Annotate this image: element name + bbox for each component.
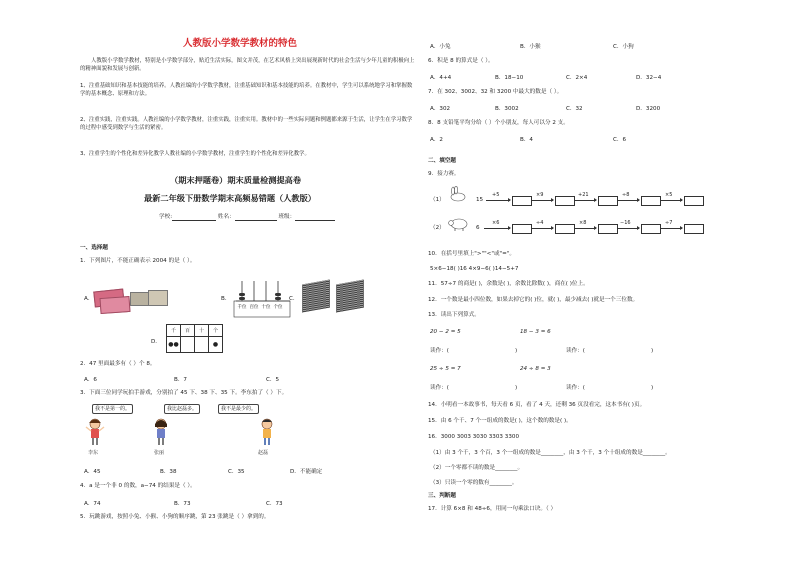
ad-point-2: 2、注重实践，注重实践。人教社编的小学数学教材，注重实践，注重实用。教材中的一些实际问题和例题都来源于生活，让学生在学习数学的过程中感受到数学与生活的紧密。 [80,117,413,131]
table-cell-ones: ● [209,337,223,353]
girl-figure-icon [84,417,106,447]
school-label: 学校: [159,214,173,220]
relay1-box-4[interactable] [641,196,661,206]
q14-text: 14．小明看一本故事书，每天看 6 页，看了 4 天，还剩 36 页没看完，这本书有( )页。 [428,402,646,408]
table-cell-thousands: ●● [167,337,181,353]
q5-option-b[interactable]: B．小猴 [520,44,541,50]
q6-option-c[interactable]: C．2×4 [566,75,588,81]
relay2-arrow-3 [574,228,596,229]
q13-expr-1: 20 − 2 = 5 [430,329,461,335]
abacus-label-hundreds: 百位 [249,305,259,310]
relay1-op-3: +21 [578,192,589,198]
relay2-op-3: ×8 [579,220,587,226]
q1-option-d[interactable]: D． [151,339,161,345]
q7-option-b[interactable]: B．3002 [495,106,519,112]
ad-point-3: 3、注重学生的个性化和差异化教学人教社编的小学数学教材，注重学生的个性化和差异化教学。 [80,151,310,157]
q6-option-d[interactable]: D．32−4 [636,75,662,81]
section1-heading: 一、选择题 [80,245,108,251]
q6-option-a[interactable]: A．4+4 [430,75,452,81]
class-blank[interactable] [295,214,335,221]
table-header-hundreds: 百 [181,325,195,337]
relay2-box-1[interactable] [512,224,532,234]
relay1-arrow-1 [486,200,510,201]
q7-option-c[interactable]: C．32 [566,106,583,112]
relay1-label: （1） [430,197,445,203]
q2-option-b[interactable]: B．7 [174,377,187,383]
relay2-start: 6 [476,225,480,231]
abacus-label-tens: 十位 [261,305,271,310]
q13-read-3[interactable]: 读作：( ) [430,385,518,391]
relay2-op-1: ×6 [492,220,500,226]
q5-option-c[interactable]: C．小狗 [613,44,634,50]
school-blank[interactable] [172,214,216,221]
table-cell-hundreds [181,337,195,353]
ad-intro: 人教版小学数学教材，特别是小学数学部分，贴近生活实际，图文并茂，在艺术风格上突出展现新时代的社会生活与少年儿童的积极向上的精神面貌和发展与创新。 [80,58,415,72]
name-blank[interactable] [235,214,277,221]
q6-option-b[interactable]: B．18−10 [495,75,524,81]
relay1-box-5[interactable] [684,196,704,206]
relay1-op-1: +5 [492,192,500,198]
ad-title: 人教版小学数学教材的特色 [183,38,298,49]
relay2-arrow-1 [484,228,510,229]
q1-option-b[interactable]: B． [221,296,231,302]
speech-bubble-lidong: 我不是第一的。 [92,404,133,414]
speech-bubble-zhangli: 我比赵磊多。 [164,404,200,414]
q8-option-b[interactable]: B．4 [520,137,533,143]
q2-option-c[interactable]: C．5 [266,377,280,383]
relay2-arrow-5 [660,228,682,229]
relay2-op-4: −16 [620,220,631,226]
relay2-box-4[interactable] [641,224,661,234]
q1-option-a[interactable]: A． [84,296,94,302]
table-header-tens: 十 [195,325,209,337]
q17-text: 17．计算 6×8 和 48÷6，用同一句乘法口诀。（ ） [428,506,557,512]
q3-option-b[interactable]: B．38 [160,469,177,475]
q4-option-c[interactable]: C．73 [266,501,283,507]
q13-expr-2: 18 − 3 = 6 [520,329,551,335]
relay1-box-3[interactable] [598,196,618,206]
name-lidong: 李东 [88,450,99,456]
ad-point-1: 1、注重基础知识和基本技能的培养。人教社编的小学数学教材，注重基础知识和基本技能的培养。在教材中，学生可以系统地学习和掌握数学的基本概念、原理和方法。 [80,83,413,97]
q7-option-a[interactable]: A．302 [430,106,451,112]
q8-option-c[interactable]: C．6 [613,137,627,143]
relay2-arrow-4 [617,228,639,229]
q10-compare[interactable]: 5×6−18( )16 4×9−6( )14−5+7 [430,266,519,272]
q3-text: 3．下面三位同学玩拍手游戏，分别拍了 45 下、38 下、35 下。李东拍了（ ）下。 [80,390,288,396]
name-zhangli: 张丽 [154,450,165,456]
relay1-op-2: ×9 [536,192,544,198]
table-cell-tens [195,337,209,353]
section2-heading: 二、填空题 [428,158,456,164]
q2-option-a[interactable]: A．6 [84,377,97,383]
relay2-op-2: ÷4 [536,220,544,226]
relay1-arrow-4 [617,200,639,201]
relay2-box-2[interactable] [555,224,575,234]
q8-option-a[interactable]: A．2 [430,137,443,143]
class-label: 班级： [278,214,296,220]
q11-text: 11．57÷7 的商是( )，余数是( )，余数比除数( )，商在( )位上。 [428,281,589,287]
abacus-label-thousands: 千位 [237,305,247,310]
q3-option-c[interactable]: C．35 [228,469,245,475]
q7-text: 7．在 302、3002、32 和 3200 中最大的数是（ ）。 [428,89,563,95]
abacus-label-ones: 个位 [273,305,283,310]
q13-expr-4: 24 ÷ 8 = 3 [520,366,551,372]
table-header-ones: 个 [209,325,223,337]
q15-text: 15．由 6 个千、7 个一组成的数是( )，这个数的数是( )。 [428,418,572,424]
q13-text: 13．读出下列算式。 [428,312,480,318]
q13-read-2[interactable]: 读作：( ) [566,348,654,354]
q1-text: 1．下列图片，不能正确表示 2004 的是（ ）。 [80,258,196,264]
q1-option-c[interactable]: C． [289,296,299,302]
exam-subtitle: （期末押题卷）期末质量检测提高卷 [170,175,302,185]
q5-text: 5．玩跳游戏，按照小兔、小猴、小狗的顺序跳，第 23 张跳是（ ）拿到的。 [80,514,270,520]
q3-option-a[interactable]: A．45 [84,469,101,475]
q12-text: 12．一个数是最小四位数，如果去掉它的( )位，就( )，最少减去( )就是一个三位数。 [428,297,639,303]
q16-text: 16．3000 3003 3030 3303 3300 [428,434,520,440]
q16-sub3[interactable]: （3）只读一个零的数有________。 [430,480,518,486]
relay2-box-3[interactable] [598,224,618,234]
q13-read-4[interactable]: 读作：( ) [566,385,654,391]
speech-bubble-zhaolei: 我不是最少的。 [218,404,259,414]
relay2-label: （2） [430,225,445,231]
q4-text: 4．a 是一个非 0 的数，a−74 的结果是（ ）。 [80,483,196,489]
rabbit-icon [448,186,468,202]
sheep-icon [448,216,470,232]
relay2-box-5[interactable] [684,224,704,234]
q9-text: 9．接力赛。 [428,171,460,177]
relay1-arrow-3 [574,200,596,201]
boy-figure-icon [256,417,278,447]
q10-text: 10．在括号里填上">""<"或"="。 [428,251,515,257]
exam-title: 最新二年级下册数学期末高频易错题（人教版） [144,193,316,203]
q5-option-a[interactable]: A．小兔 [430,44,451,50]
q7-option-d[interactable]: D．3200 [636,106,661,112]
q2-text: 2．47 里面最多有（ ）个 8。 [80,361,156,367]
relay2-op-5: ÷7 [665,220,673,226]
q4-option-b[interactable]: B．73 [174,501,191,507]
student-info [159,214,335,221]
relay1-arrow-2 [531,200,553,201]
relay1-box-1[interactable] [512,196,532,206]
q16-sub1[interactable]: （1）由 3 个千，3 个百，3 个一组成的数是________，由 3 个千，3 个十组成的数是________。 [430,450,671,456]
q3-option-d[interactable]: D．不能确定 [290,469,323,475]
q13-expr-3: 25 ÷ 5 = 7 [430,366,461,372]
table-header-thousands: 千 [167,325,181,337]
relay2-arrow-2 [531,228,553,229]
relay1-arrow-5 [660,200,682,201]
name-label: 姓名： [217,214,235,220]
abacus-image [232,277,294,319]
q8-text: 8．8 支铅笔平均分给（ ）个小朋友，每人可以分 2 支。 [428,120,569,126]
relay1-op-5: ×5 [665,192,673,198]
q4-option-a[interactable]: A．74 [84,501,101,507]
place-value-table [166,324,223,353]
relay1-box-2[interactable] [555,196,575,206]
q13-read-1[interactable]: 读作：( ) [430,348,518,354]
relay1-op-4: ÷8 [622,192,630,198]
relay1-start: 15 [476,197,484,203]
girl2-figure-icon [150,417,172,447]
section3-heading: 三、判断题 [428,493,456,499]
q16-sub2[interactable]: （2）一个零都不读的数是________。 [430,465,524,471]
name-zhaolei: 赵磊 [258,450,269,456]
q6-text: 6．积是 8 的算式是（ ）。 [428,58,494,64]
